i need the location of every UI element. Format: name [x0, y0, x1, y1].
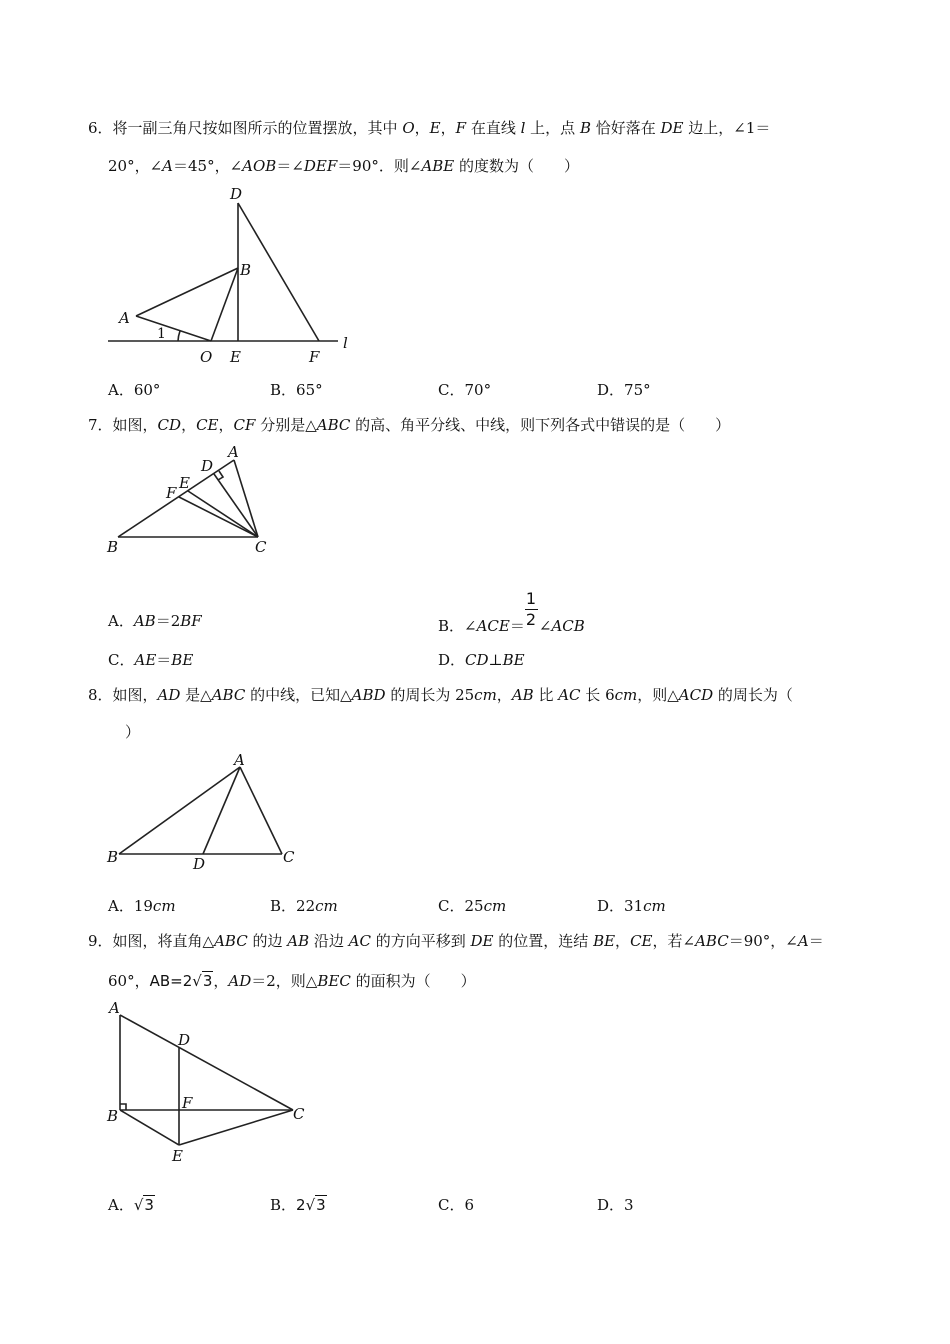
text: A．	[108, 1196, 134, 1214]
text: BEC	[317, 972, 351, 990]
text: B．22	[270, 897, 316, 915]
text: E	[429, 119, 441, 137]
q7-option-d[interactable]	[438, 650, 525, 670]
text: ACB	[551, 617, 585, 635]
text: 6．将一副三角尺按如图所示的位置摆放，其中	[88, 119, 403, 137]
q6-option-c[interactable]: C．70°	[438, 381, 492, 399]
segment-OB	[211, 268, 238, 341]
text: 60°，	[108, 972, 150, 990]
text: 沿边	[309, 932, 349, 950]
text: BF	[180, 612, 202, 630]
label-l: l	[343, 334, 348, 352]
q9-option-b[interactable]	[270, 1195, 327, 1215]
text: 1	[525, 589, 537, 608]
text: DE	[660, 119, 684, 137]
text: D．31	[597, 897, 644, 915]
segment-AB	[136, 268, 238, 316]
sqrt-3: √3	[133, 1196, 154, 1214]
text: cm	[643, 897, 666, 915]
segment-AD	[203, 767, 240, 854]
text: ＝45°，∠	[173, 157, 243, 175]
text: 7．如图，	[88, 416, 158, 434]
text: 的中线，已知△	[245, 686, 352, 704]
text: 2	[296, 1196, 306, 1214]
text: D．	[438, 651, 466, 669]
segment-BA	[118, 460, 234, 537]
text: AD	[157, 686, 181, 704]
text: A．	[108, 612, 134, 630]
label-D: D	[193, 855, 206, 873]
q9-option-a[interactable]	[108, 1195, 155, 1215]
label-A: A	[228, 443, 239, 461]
text: DEF	[303, 157, 338, 175]
text: 2	[525, 610, 537, 629]
segment-CF	[179, 497, 258, 537]
label-C: C	[255, 538, 267, 556]
text: 边上，∠1＝	[683, 119, 771, 137]
segment-BE	[120, 1110, 179, 1145]
label-B: B	[107, 1107, 119, 1125]
label-F: F	[182, 1094, 193, 1112]
text: 3	[202, 972, 213, 990]
q8-option-c[interactable]	[438, 896, 506, 916]
text: 长 6	[580, 686, 615, 704]
q6-stem-line1	[88, 118, 770, 138]
text: BE	[502, 651, 525, 669]
text: ＝	[156, 651, 172, 669]
text: CF	[233, 416, 256, 434]
segment-AO	[136, 316, 211, 341]
label-A: A	[234, 751, 245, 769]
text: ABD	[351, 686, 386, 704]
text: cm	[152, 897, 176, 915]
text: ＝2	[155, 612, 181, 630]
q6-option-d[interactable]: D．75°	[597, 381, 651, 399]
text: B．	[270, 1196, 297, 1214]
text: AB	[511, 686, 534, 704]
text: ＝	[808, 932, 824, 950]
text: AB	[287, 932, 310, 950]
text: 的周长为 25	[385, 686, 475, 704]
label-E: E	[179, 474, 190, 492]
text: 比	[533, 686, 559, 704]
segment-AC	[240, 767, 282, 854]
q7-option-b[interactable]	[438, 589, 585, 636]
label-B: B	[240, 261, 252, 279]
q6-option-b[interactable]: B．65°	[270, 381, 323, 399]
text: F	[455, 119, 467, 137]
angle-1-arc	[178, 331, 180, 341]
text: ABC	[214, 932, 248, 950]
text: cm	[483, 897, 507, 915]
text: 的边	[247, 932, 288, 950]
text: 3	[144, 1196, 154, 1214]
text: B	[579, 119, 591, 137]
q6-stem-line2	[108, 156, 579, 176]
text: ABC	[695, 932, 729, 950]
text: 的度数为（ ）	[454, 157, 580, 175]
text: ，	[414, 119, 430, 137]
segment-DF	[238, 203, 319, 341]
right-angle-mark	[218, 471, 223, 480]
label-B: B	[107, 848, 119, 866]
text: cm	[315, 897, 338, 915]
q8-stem-line2: ）	[125, 723, 141, 741]
label-E: E	[230, 348, 241, 366]
q9-option-d[interactable]: D．3	[597, 1196, 634, 1214]
text: A．19	[108, 897, 153, 915]
q8-option-d[interactable]	[597, 896, 666, 916]
label-O: O	[200, 348, 213, 366]
text: cm	[614, 686, 638, 704]
text: 上，点	[525, 119, 580, 137]
q8-option-b[interactable]	[270, 896, 338, 916]
text: O	[402, 119, 415, 137]
text: 9．如图，将直角△	[88, 932, 215, 950]
label-F: F	[166, 484, 177, 502]
text: ACE	[476, 617, 510, 635]
q7-stem	[88, 415, 730, 435]
text: ABE	[421, 157, 455, 175]
label-D: D	[178, 1031, 191, 1049]
text: 3	[316, 1196, 326, 1214]
ab-equation: AB=2√3	[149, 972, 213, 990]
text: 的位置，连结	[493, 932, 594, 950]
text: 是△	[180, 686, 212, 704]
text: ，则△	[637, 686, 679, 704]
text: ＝	[509, 617, 525, 635]
text: ，若∠	[652, 932, 696, 950]
q8-option-a[interactable]	[108, 896, 176, 916]
q9-stem-line1	[88, 931, 824, 951]
segment-AC	[120, 1015, 293, 1110]
text: BE	[593, 932, 616, 950]
label-1: 1	[157, 326, 166, 342]
segment-CE	[188, 491, 258, 537]
text: 20°，∠	[108, 157, 163, 175]
segment-BA	[119, 767, 240, 854]
text: A	[797, 932, 809, 950]
text: CD	[157, 416, 182, 434]
text: ACD	[678, 686, 714, 704]
text: 的面积为（ ）	[350, 972, 476, 990]
text: AE	[134, 651, 157, 669]
text: BE	[171, 651, 194, 669]
label-F: F	[309, 348, 320, 366]
q6-option-a[interactable]: A．60°	[108, 381, 161, 399]
text: ，	[440, 119, 456, 137]
text: ∠	[538, 617, 552, 635]
text: ，	[615, 932, 631, 950]
text: CD	[465, 651, 489, 669]
text: ，	[213, 972, 229, 990]
text: cm	[474, 686, 497, 704]
text: AC	[348, 932, 371, 950]
text: B．∠	[438, 617, 477, 635]
text: 的方向平移到	[370, 932, 471, 950]
q9-stem-line2	[108, 971, 476, 991]
text: ，	[496, 686, 512, 704]
two-sqrt-3: 2√3	[296, 1196, 326, 1214]
text: 在直线	[466, 119, 521, 137]
text: AOB	[242, 157, 277, 175]
label-D: D	[201, 457, 214, 475]
text: ＝∠	[276, 157, 304, 175]
segment-CE	[179, 1110, 293, 1145]
label-C: C	[283, 848, 295, 866]
text: C．25	[438, 897, 484, 915]
segment-CD	[214, 474, 258, 537]
label-C: C	[293, 1105, 305, 1123]
text: CE	[630, 932, 653, 950]
text: AB	[133, 612, 156, 630]
right-angle-mark	[120, 1104, 126, 1110]
q8-stem-line1	[88, 685, 793, 705]
text: ABC	[316, 416, 351, 434]
label-A: A	[119, 309, 130, 327]
text: DE	[470, 932, 494, 950]
label-E: E	[172, 1147, 183, 1165]
text: ＝90°．则∠	[337, 157, 422, 175]
text: ＝90°，∠	[728, 932, 798, 950]
text: l	[520, 119, 526, 137]
text: AD	[228, 972, 252, 990]
text: CE	[196, 416, 219, 434]
label-D: D	[230, 185, 243, 203]
q7-option-c[interactable]	[108, 650, 193, 670]
segment-AC	[234, 460, 258, 537]
text: 的周长为（	[713, 686, 793, 704]
text: A	[162, 157, 173, 175]
text: ⊥	[488, 651, 503, 669]
q9-option-c[interactable]: C．6	[438, 1196, 475, 1214]
text: ，	[181, 416, 197, 434]
q7-option-a[interactable]	[108, 611, 202, 631]
text: 8．如图，	[88, 686, 158, 704]
text: 恰好落在	[590, 119, 661, 137]
label-A: A	[109, 999, 120, 1017]
text: ，	[218, 416, 234, 434]
text: ABC	[211, 686, 246, 704]
fraction-one-half	[525, 589, 539, 631]
text: AB=2	[149, 972, 193, 990]
text: 分别是△	[255, 416, 317, 434]
text: 的高、角平分线、中线，则下列各式中错误的是（ ）	[350, 416, 731, 434]
text: C．	[108, 651, 135, 669]
text: ＝2，则△	[251, 972, 318, 990]
label-B: B	[107, 538, 119, 556]
text: AC	[558, 686, 581, 704]
